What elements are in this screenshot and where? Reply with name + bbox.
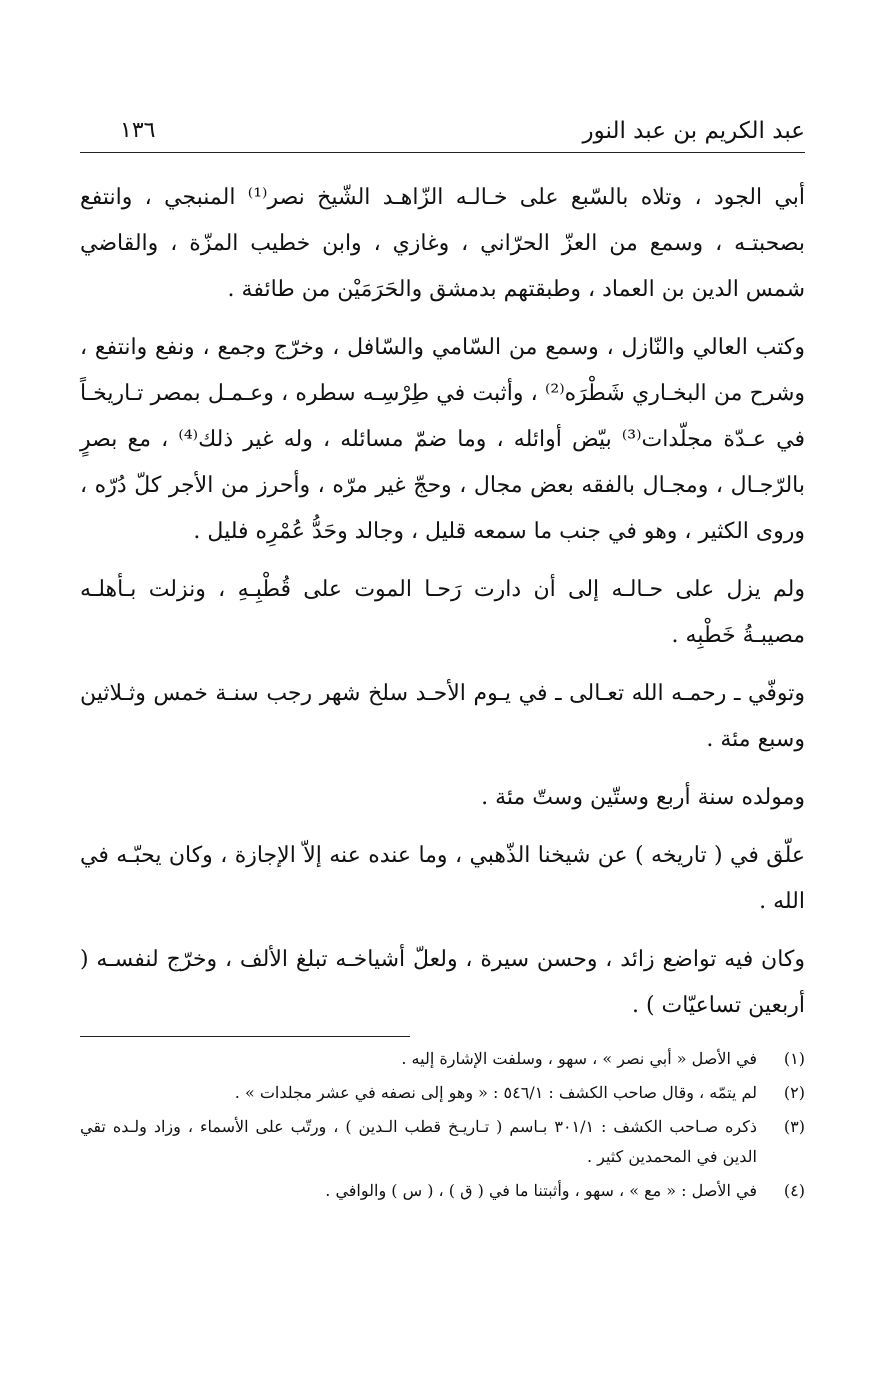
page-header xyxy=(80,112,805,153)
paragraph: ومولده سنة أربع وستّين وستّ مئة . xyxy=(481,785,805,810)
footnote-number: (٣) xyxy=(783,1117,805,1136)
running-title: عبد الكريم بن عبد النور xyxy=(582,118,805,144)
paragraph: علّق في ( تاريخه ) عن شيخنا الذّهبي ، وما عنده عنه إلاّ الإجازة ، وكان يحبّـه في الله . xyxy=(80,843,805,914)
paragraph: وكتب العالي والنّازل ، وسمع من السّامي والسّافل ، وخرّج وجمع ، ونفع وانتفع ، وشرح من البخـاري شَطْرَه⁽²⁾ ، وأثبت في طِرْسِـه سطره ، وعـمـل بمصر تـاريخـاً في عـدّة مجلّدات⁽³⁾ بيّض أوائله ، وما ضمّ مسائله ، وله غير ذلك⁽⁴⁾ ، مع بصرٍ بالرّجـال ، ومجـال بالفقه بعض مجال ، وحجّ غير مرّه ، وأحرز من الأجر كلّ دُرّه ، وروى الكثير ، وهو في جنب ما سمعه قليل ، وجالد وحَدُّ عُمْرِه فليل . xyxy=(80,335,805,544)
footnote-separator xyxy=(80,1036,410,1037)
footnotes xyxy=(80,1044,805,1210)
paragraph: ولم يزل على حـالـه إلى أن دارت رَحـا الموت على قُطْبِـهِ ، ونزلت بـأهلـه مصيبـةُ خَطْبِه . xyxy=(80,577,805,648)
footnote-text: في الأصل : « مع » ، سهو ، وأثبتنا ما في ( ق ) ، ( س ) والوافي . xyxy=(325,1181,757,1200)
main-text xyxy=(80,175,805,1041)
page-number: ١٣٦ xyxy=(120,118,156,143)
footnote xyxy=(80,1176,805,1206)
footnote-text: ذكره صـاحب الكشف : ٣٠١/١ بـاسم ( تـاريـخ قطب الـدين ) ، ورتّب على الأسماء ، وزاد ولـده تقي الدين في المحمدين كثير . xyxy=(80,1117,758,1166)
footnote-number: (٤) xyxy=(783,1181,805,1200)
footnote-text: لم يتمّه ، وقال صاحب الكشف : ٥٤٦/١ : « وهو إلى نصفه في عشر مجلدات » . xyxy=(234,1083,757,1102)
footnote xyxy=(80,1078,805,1108)
paragraph: أبي الجود ، وتلاه بالسّبع على خـالـه الزّاهـد الشّيخ نصر⁽¹⁾ المنبجي ، وانتفع بصحبتـه ، وسمع من العزّ الحرّاني ، وغازي ، وابن خطيب المزّة ، والقاضي شمس الدين بن العماد ، وطبقتهم بدمشق والحَرَمَيْن من طائفة . xyxy=(80,185,806,302)
footnote xyxy=(80,1044,805,1074)
footnote-text: في الأصل « أبي نصر » ، سهو ، وسلفت الإشارة إليه . xyxy=(401,1049,757,1068)
paragraph: وتوفّي ـ رحمـه الله تعـالى ـ في يـوم الأحـد سلخ شهر رجب سنـة خمس وثـلاثين وسبع مئة . xyxy=(80,681,805,752)
paragraph: وكان فيه تواضع زائد ، وحسن سيرة ، ولعلّ أشياخـه تبلغ الألف ، وخرّج لنفسـه ( أربعين تساعيّات ) . xyxy=(80,947,805,1018)
footnote-number: (١) xyxy=(783,1049,805,1068)
footnote xyxy=(80,1112,805,1172)
footnote-number: (٢) xyxy=(783,1083,805,1102)
